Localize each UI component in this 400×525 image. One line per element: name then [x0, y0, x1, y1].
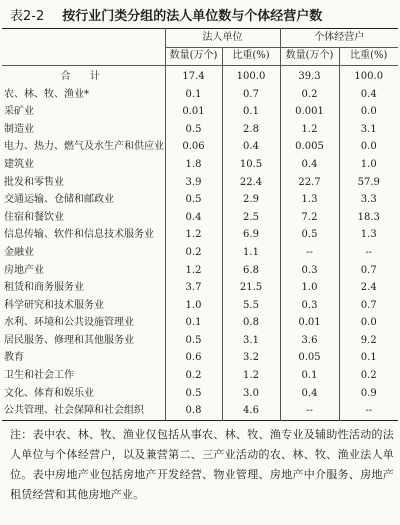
cell-value: 3.3 — [339, 191, 398, 209]
cell-value: 0.01 — [165, 103, 222, 121]
cell-value: 0.7 — [339, 262, 398, 280]
cell-value: 22.4 — [222, 174, 280, 192]
cell-value: 0.5 — [280, 227, 339, 245]
cell-value: 3.7 — [165, 279, 222, 297]
row-label: 教育 — [4, 352, 24, 364]
group-header-individual-households: 个体经营户 — [280, 29, 398, 48]
statistics-table — [2, 28, 398, 421]
cell-value: -- — [339, 402, 398, 420]
cell-value: 0.01 — [280, 315, 339, 333]
table-row — [2, 156, 398, 174]
table-number: 表2-2 — [10, 8, 45, 24]
cell-value: 0.2 — [165, 367, 222, 385]
cell-value: 0.2 — [280, 86, 339, 104]
cell-value: 2.5 — [222, 209, 280, 227]
cell-value: 1.3 — [339, 227, 398, 245]
cell-value: 3.9 — [165, 174, 222, 192]
cell-value: -- — [339, 244, 398, 262]
group-header-row — [2, 29, 398, 48]
table-row — [2, 103, 398, 121]
sub-header-count: 数量(万个) — [280, 47, 339, 66]
cell-value: 3.2 — [222, 350, 280, 368]
sub-header-count: 数量(万个) — [165, 47, 222, 66]
cell-value: -- — [280, 402, 339, 420]
row-label: 文化、体育和娱乐业 — [4, 387, 94, 399]
cell-value: 0.06 — [165, 139, 222, 157]
cell-value: 0.0 — [339, 103, 398, 121]
row-label: 居民服务、修理和其他服务业 — [4, 334, 134, 346]
cell-value: 2.8 — [222, 121, 280, 139]
cell-value: 0.4 — [222, 139, 280, 157]
table-row — [2, 385, 398, 403]
cell-value: 0.1 — [339, 350, 398, 368]
cell-value: 57.9 — [339, 174, 398, 192]
cell-value: 39.3 — [280, 66, 339, 86]
table-row — [2, 279, 398, 297]
cell-value: 0.7 — [339, 297, 398, 315]
cell-value: 1.0 — [339, 156, 398, 174]
row-label: 采矿业 — [4, 106, 34, 118]
cell-value: 0.8 — [165, 402, 222, 420]
cell-value: 18.3 — [339, 209, 398, 227]
cell-value: 5.5 — [222, 297, 280, 315]
row-label: 批发和零售业 — [4, 176, 64, 188]
cell-value: 0.001 — [280, 103, 339, 121]
cell-value: 2.9 — [222, 191, 280, 209]
row-label: 水利、环境和公共设施管理业 — [4, 317, 134, 329]
cell-value: 1.1 — [222, 244, 280, 262]
cell-value: 0.3 — [280, 262, 339, 280]
cell-value: 10.5 — [222, 156, 280, 174]
row-label: 交通运输、仓储和邮政业 — [4, 194, 114, 206]
row-label-header — [2, 29, 165, 66]
row-label: 电力、热力、燃气及水生产和供应业 — [4, 141, 164, 153]
cell-value: 17.4 — [165, 66, 222, 86]
cell-value: 1.2 — [222, 367, 280, 385]
cell-value: 1.8 — [165, 156, 222, 174]
table-row — [2, 350, 398, 368]
row-label: 信息传输、软件和信息技术服务业 — [4, 229, 154, 241]
cell-value: 0.4 — [280, 156, 339, 174]
row-label: 租赁和商务服务业 — [4, 282, 84, 294]
table-row — [2, 227, 398, 245]
cell-value: 0.4 — [165, 209, 222, 227]
row-label: 建筑业 — [4, 158, 34, 170]
table-row — [2, 174, 398, 192]
row-label: 金融业 — [4, 246, 34, 258]
cell-value: 3.1 — [222, 332, 280, 350]
cell-value: 6.9 — [222, 227, 280, 245]
table-row — [2, 297, 398, 315]
cell-value: 0.05 — [280, 350, 339, 368]
table-row — [2, 402, 398, 420]
table-row — [2, 315, 398, 333]
cell-value: 1.2 — [280, 121, 339, 139]
cell-value: 0.2 — [165, 244, 222, 262]
cell-value: 0.0 — [339, 139, 398, 157]
cell-value: 0.5 — [165, 121, 222, 139]
table-row — [2, 244, 398, 262]
cell-value: 0.1 — [222, 103, 280, 121]
cell-value: 9.2 — [339, 332, 398, 350]
cell-value: 0.2 — [339, 367, 398, 385]
table-row — [2, 121, 398, 139]
cell-value: 100.0 — [339, 66, 398, 86]
cell-value: 7.2 — [280, 209, 339, 227]
cell-value: 0.1 — [280, 367, 339, 385]
cell-value: 1.3 — [280, 191, 339, 209]
cell-value: 0.6 — [165, 350, 222, 368]
cell-value: 1.0 — [165, 297, 222, 315]
table-row — [2, 139, 398, 157]
row-label: 公共管理、社会保障和社会组织 — [4, 405, 144, 417]
table-row — [2, 367, 398, 385]
cell-value: 0.5 — [165, 385, 222, 403]
cell-value: 0.1 — [165, 86, 222, 104]
cell-value: 1.0 — [280, 279, 339, 297]
cell-value: 0.5 — [165, 332, 222, 350]
cell-value: 21.5 — [222, 279, 280, 297]
row-label: 卫生和社会工作 — [4, 370, 74, 382]
cell-value: 3.6 — [280, 332, 339, 350]
row-label: 住宿和餐饮业 — [4, 211, 64, 223]
cell-value: 0.7 — [222, 86, 280, 104]
table-title — [10, 2, 322, 26]
table-row — [2, 262, 398, 280]
table-row — [2, 86, 398, 104]
cell-value: 0.9 — [339, 385, 398, 403]
cell-value: 0.4 — [280, 385, 339, 403]
row-label: 科学研究和技术服务业 — [4, 299, 104, 311]
cell-value: 0.4 — [339, 86, 398, 104]
table-row — [2, 209, 398, 227]
sub-header-share: 比重(%) — [339, 47, 398, 66]
total-row — [2, 66, 398, 86]
cell-value: 3.0 — [222, 385, 280, 403]
group-header-legal-units: 法人单位 — [165, 29, 280, 48]
cell-value: 2.4 — [339, 279, 398, 297]
cell-value: 0.5 — [165, 191, 222, 209]
row-label: 制造业 — [4, 123, 34, 135]
cell-value: 0.005 — [280, 139, 339, 157]
row-label: 农、林、牧、渔业* — [4, 88, 89, 100]
cell-value: 0.8 — [222, 315, 280, 333]
cell-value: 22.7 — [280, 174, 339, 192]
table-title-text: 按行业门类分组的法人单位数与个体经营户数 — [62, 8, 323, 24]
row-label: 合 计 — [60, 70, 108, 82]
cell-value: -- — [280, 244, 339, 262]
cell-value: 0.0 — [339, 315, 398, 333]
table-row — [2, 191, 398, 209]
cell-value: 4.6 — [222, 402, 280, 420]
cell-value: 1.2 — [165, 227, 222, 245]
sub-header-share: 比重(%) — [222, 47, 280, 66]
table-footnote: 注：表中农、林、牧、渔业仅包括从事农、林、牧、渔专业及辅助性活动的法人单位与个体经营户，以及兼营第二、三产业活动的农、林、牧、渔业法人单位。表中房地产业包括房地产开发经营、物业管理、房地产中介服务、房地产租赁经营和其他房地产业。 — [10, 428, 394, 501]
cell-value: 0.1 — [165, 315, 222, 333]
cell-value: 100.0 — [222, 66, 280, 86]
cell-value: 6.8 — [222, 262, 280, 280]
cell-value: 3.1 — [339, 121, 398, 139]
row-label: 房地产业 — [4, 264, 44, 276]
table-row — [2, 332, 398, 350]
cell-value: 1.2 — [165, 262, 222, 280]
cell-value: 0.3 — [280, 297, 339, 315]
